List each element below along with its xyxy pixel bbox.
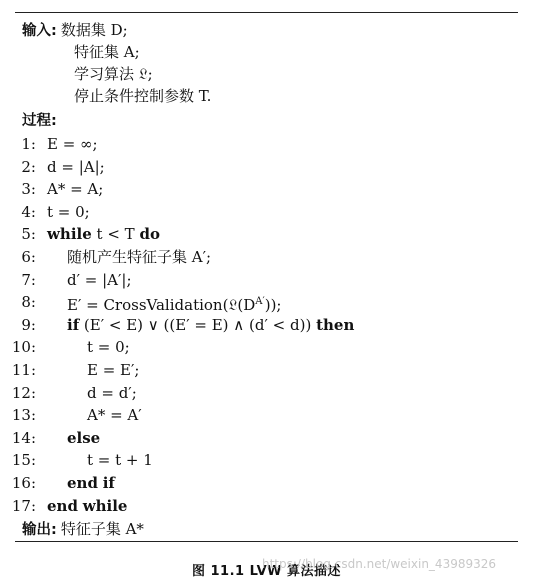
algorithm-line [0, 359, 533, 382]
line-code: else [67, 428, 101, 447]
output-section [22, 518, 144, 541]
line-number: 11: [11, 361, 36, 379]
input-label: 输入: [22, 23, 57, 39]
algorithm-line [0, 495, 533, 518]
algorithm-line [0, 427, 533, 450]
line-code: end if [67, 474, 115, 492]
line-number: 5: [21, 225, 36, 244]
figure-caption: 图 11.1 LVW 算法描述 [191, 564, 342, 579]
line-code: E = E′; [87, 361, 140, 379]
line-number: 6: [21, 248, 36, 266]
line-code: t = 0; [87, 338, 130, 357]
line-code: t = t + 1 [87, 451, 153, 470]
top-rule [15, 12, 518, 13]
line-number: 4: [21, 202, 36, 221]
algorithm-line [0, 314, 533, 337]
line-number: 1: [21, 135, 36, 153]
line-number: 2: [21, 157, 36, 176]
line-code: 随机产生特征子集 A′; [67, 248, 212, 266]
algorithm-line [0, 336, 533, 359]
line-number: 9: [21, 315, 36, 334]
line-code: A* = A′ [87, 406, 142, 425]
algorithm-line [0, 223, 533, 246]
algorithm-line [0, 246, 533, 269]
algorithm-line [0, 133, 533, 156]
line-number: 14: [11, 428, 36, 447]
line-code: d′ = |A′|; [67, 270, 132, 289]
algorithm-line [0, 269, 533, 292]
line-code: A* = A; [47, 180, 104, 199]
line-number: 13: [11, 406, 36, 425]
line-number: 8: [21, 293, 36, 312]
line-code: d = |A|; [47, 157, 105, 176]
algorithm-line [0, 178, 533, 201]
watermark: https://blog.csdn.net/weixin_43989326 [262, 557, 497, 571]
algorithm-line [0, 449, 533, 472]
input-section [22, 19, 128, 42]
input-item-stop-param: 停止条件控制参数 T. [74, 87, 212, 105]
bottom-rule [15, 541, 518, 542]
line-number: 10: [11, 338, 36, 357]
algorithm-line [0, 404, 533, 427]
line-code: E = ∞; [47, 135, 98, 153]
output-label: 输出: [22, 522, 57, 538]
line-code: if (E′ < E) ∨ ((E′ = E) ∧ (d′ < d)) then [67, 315, 355, 334]
line-code: end while [47, 496, 128, 515]
line-code: d = d′; [87, 383, 137, 402]
line-number: 15: [11, 451, 36, 470]
line-number: 7: [21, 270, 36, 289]
line-number: 12: [11, 383, 36, 402]
line-code: $E' = CrossValidation(𝔏(D^{A'}))$; [67, 296, 282, 315]
algorithm-line [0, 156, 533, 179]
input-item-feature-set: 特征集 A; [74, 43, 140, 61]
input-item-dataset: 数据集 D; [60, 21, 128, 39]
line-number: 17: [11, 496, 36, 515]
line-number: 3: [21, 180, 36, 199]
line-code: while t < T do [47, 225, 160, 244]
process-section [22, 109, 61, 132]
input-item-learner: 学习算法 𝔏; [74, 65, 153, 83]
line-number: 16: [11, 474, 36, 492]
line-code: t = 0; [47, 202, 90, 221]
algorithm-line [0, 472, 533, 495]
process-label: 过程: [22, 113, 57, 129]
algorithm-line [0, 382, 533, 405]
algorithm-line [0, 291, 533, 314]
output-text: 特征子集 A* [60, 520, 144, 538]
algorithm-line [0, 201, 533, 224]
